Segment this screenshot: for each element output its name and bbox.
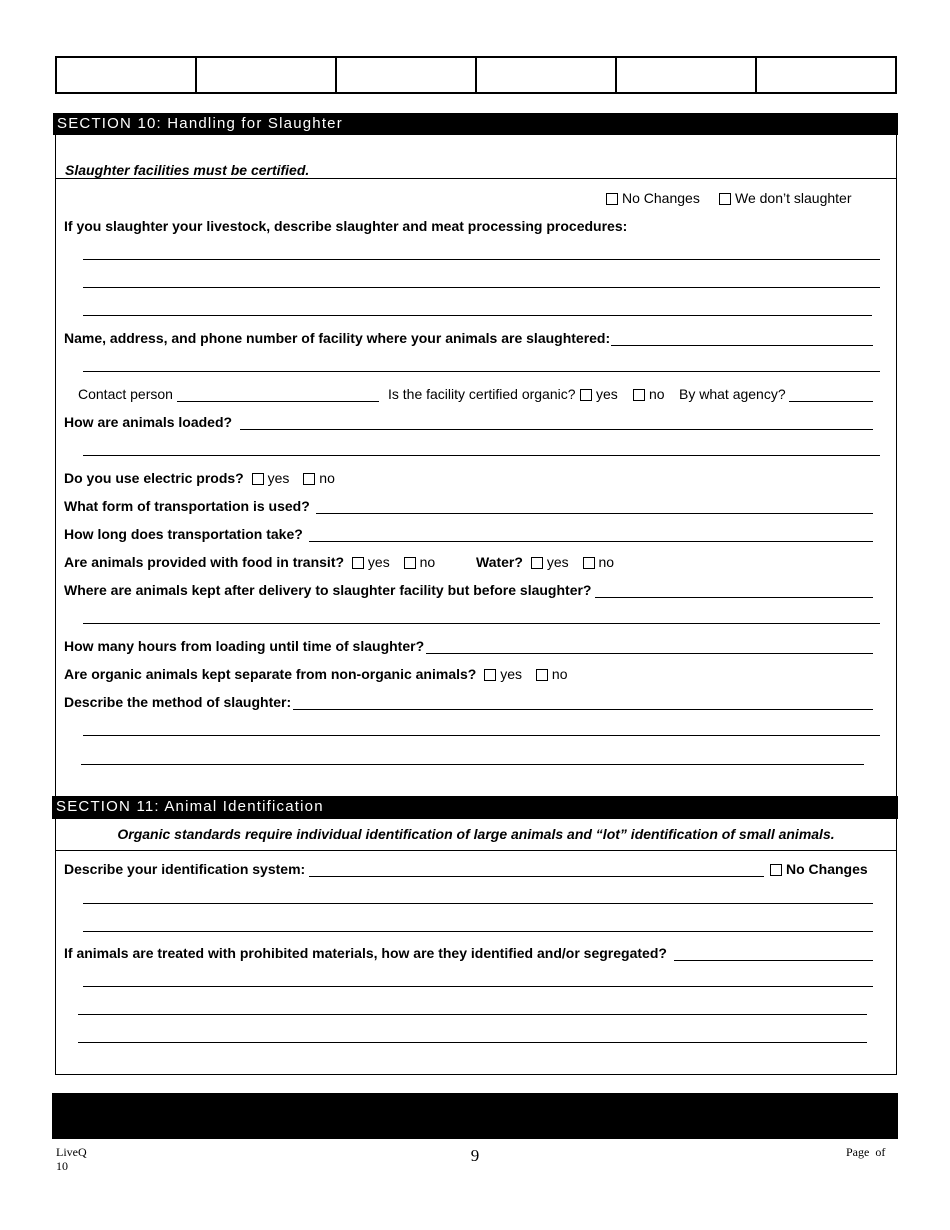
no-changes-checkbox[interactable] [606, 193, 618, 205]
separate-yes-checkbox[interactable] [484, 669, 496, 681]
doc-version: 10 [56, 1159, 68, 1173]
no-label: no [419, 554, 436, 570]
prods-question: Do you use electric prods? [64, 470, 244, 486]
transport-form-input-line[interactable] [316, 513, 873, 514]
table-cell[interactable] [337, 58, 477, 92]
facility-input-line[interactable] [611, 345, 873, 346]
answer-line[interactable] [81, 764, 864, 765]
prods-yes-option[interactable] [252, 470, 290, 486]
table-cell[interactable] [477, 58, 617, 92]
answer-line[interactable] [83, 903, 873, 904]
kept-input-line[interactable] [595, 597, 873, 598]
method-input-line[interactable] [293, 709, 873, 710]
dont-slaughter-label: We don’t slaughter [735, 190, 852, 206]
separate-no-checkbox[interactable] [536, 669, 548, 681]
transport-time-input-line[interactable] [309, 541, 873, 542]
doc-id: LiveQ [56, 1145, 87, 1159]
water-label [476, 554, 614, 570]
answer-line[interactable] [83, 371, 880, 372]
agency-label: By what agency? [679, 386, 786, 402]
facility-label: Name, address, and phone number of facility where your animals are slaughtered: [64, 330, 611, 346]
contact-person-label: Contact person [78, 386, 173, 402]
id-no-changes-option[interactable] [770, 861, 868, 877]
no-changes-label: No Changes [622, 190, 700, 206]
yes-label: yes [267, 470, 290, 486]
food-no-checkbox[interactable] [404, 557, 416, 569]
water-yes-checkbox[interactable] [531, 557, 543, 569]
answer-line[interactable] [83, 986, 873, 987]
water-no-option[interactable] [583, 554, 615, 570]
loaded-label: How are animals loaded? [64, 414, 233, 430]
no-label: no [649, 386, 665, 402]
answer-line[interactable] [83, 735, 880, 736]
prohibited-label: If animals are treated with prohibited materials, how are they identified and/or segregated? [64, 945, 667, 961]
answer-line[interactable] [78, 1042, 867, 1043]
food-question: Are animals provided with food in transit? [64, 554, 345, 570]
answer-line[interactable] [78, 1014, 867, 1015]
footer-band [52, 1093, 898, 1139]
certified-yes-option[interactable] [580, 386, 618, 402]
yes-label: yes [500, 666, 523, 682]
section-11-title: SECTION 11: Animal Identification [52, 796, 898, 819]
certified-no-checkbox[interactable] [633, 389, 645, 401]
identification-note: Organic standards require individual identification of large animals and “lot” identification of small animals. [117, 826, 835, 842]
answer-line[interactable] [83, 315, 872, 316]
table-cell[interactable] [197, 58, 337, 92]
separate-no-option[interactable] [536, 666, 568, 682]
prods-no-option[interactable] [303, 470, 335, 486]
water-question: Water? [476, 554, 523, 570]
no-changes-label: No Changes [786, 861, 868, 877]
water-no-checkbox[interactable] [583, 557, 595, 569]
separate-yes-option[interactable] [484, 666, 522, 682]
describe-procedures-label: If you slaughter your livestock, describe slaughter and meat processing procedures: [64, 218, 628, 234]
divider [55, 178, 897, 179]
separate-label [64, 666, 568, 682]
prods-yes-checkbox[interactable] [252, 473, 264, 485]
divider [55, 850, 897, 851]
table-cell[interactable] [57, 58, 197, 92]
transport-form-label: What form of transportation is used? [64, 498, 310, 514]
kept-label: Where are animals kept after delivery to slaughter facility but before slaughter? [64, 582, 592, 598]
food-yes-checkbox[interactable] [352, 557, 364, 569]
answer-line[interactable] [83, 455, 880, 456]
answer-line[interactable] [83, 287, 880, 288]
prohibited-input-line[interactable] [674, 960, 873, 961]
dont-slaughter-option[interactable] [719, 190, 851, 206]
top-table [55, 56, 897, 94]
answer-line[interactable] [83, 259, 880, 260]
answer-line[interactable] [83, 931, 873, 932]
transport-time-label: How long does transportation take? [64, 526, 303, 542]
answer-line[interactable] [83, 623, 880, 624]
page-of: Page of [846, 1145, 886, 1159]
method-label: Describe the method of slaughter: [64, 694, 292, 710]
hours-input-line[interactable] [426, 653, 873, 654]
table-cell[interactable] [617, 58, 757, 92]
table-cell[interactable] [757, 58, 895, 92]
no-label: no [551, 666, 568, 682]
separate-question: Are organic animals kept separate from non-organic animals? [64, 666, 477, 682]
dont-slaughter-checkbox[interactable] [719, 193, 731, 205]
contact-person-input-line[interactable] [177, 401, 379, 402]
certified-no-option[interactable] [633, 386, 665, 402]
water-yes-option[interactable] [531, 554, 569, 570]
id-no-changes-checkbox[interactable] [770, 864, 782, 876]
no-label: no [598, 554, 615, 570]
food-label [64, 554, 435, 570]
food-no-option[interactable] [404, 554, 436, 570]
agency-input-line[interactable] [789, 401, 873, 402]
certified-yes-checkbox[interactable] [580, 389, 592, 401]
section-10-title: SECTION 10: Handling for Slaughter [53, 113, 898, 135]
yes-label: yes [367, 554, 390, 570]
id-system-input-line[interactable] [309, 876, 764, 877]
footer-doc-id [56, 1145, 87, 1173]
food-yes-option[interactable] [352, 554, 390, 570]
page-number: 9 [470, 1146, 480, 1165]
certified-organic-question: Is the facility certified organic? [388, 386, 576, 402]
id-system-label: Describe your identification system: [64, 861, 306, 877]
prods-no-checkbox[interactable] [303, 473, 315, 485]
no-label: no [319, 470, 335, 486]
hours-label: How many hours from loading until time of slaughter? [64, 638, 425, 654]
no-changes-option[interactable] [606, 190, 700, 206]
certified-note: Slaughter facilities must be certified. [65, 162, 310, 178]
prods-label [64, 470, 335, 486]
yes-label: yes [546, 554, 569, 570]
loaded-input-line[interactable] [240, 429, 873, 430]
yes-label: yes [596, 386, 618, 402]
